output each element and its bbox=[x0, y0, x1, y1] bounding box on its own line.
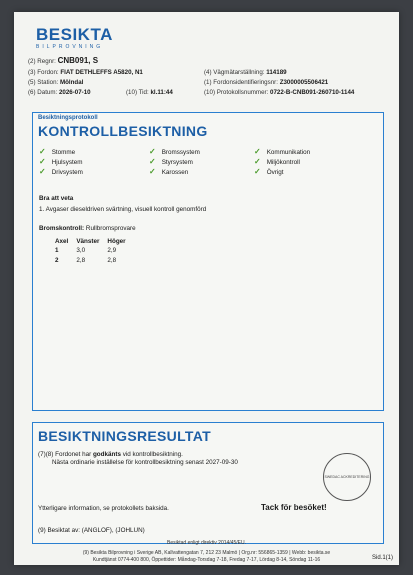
more-info: Ytterligare information, se protokollets baksida. bbox=[38, 505, 169, 512]
table-row bbox=[55, 247, 132, 255]
meta-fordon bbox=[28, 68, 143, 77]
besikta-logo bbox=[36, 26, 113, 50]
brake-cell: 3,0 bbox=[76, 247, 86, 254]
meta-value: CNB091, S bbox=[57, 56, 99, 65]
protocol-label: Besiktningsprotokoll bbox=[38, 115, 98, 121]
inspection-document bbox=[14, 12, 399, 565]
meta-regnr bbox=[28, 56, 98, 66]
check-item bbox=[149, 148, 254, 156]
meta-station bbox=[28, 78, 83, 87]
check-item bbox=[149, 168, 254, 176]
check-label: Drivsystem bbox=[51, 168, 83, 176]
footer-customer-service: Kundtjänst 0774-400 800, Öppettider: Måndag-Torsdag 7-18, Fredag 7-17, Lördag 8-14, Söndag 11-16 bbox=[92, 557, 321, 563]
signed-by: (9) Besiktat av: (ANGLOF), (JOHLUN) bbox=[38, 527, 145, 534]
meta-key: (10) Tid: bbox=[126, 89, 149, 96]
check-item bbox=[39, 168, 149, 176]
check-item bbox=[254, 168, 374, 176]
footer-directive: Besiktad enligt direktiv 2014/45/EU. bbox=[167, 540, 246, 546]
brake-cell: 2,8 bbox=[107, 257, 117, 264]
seal-text: SWEDAC ACKREDITERING bbox=[324, 475, 370, 479]
meta-value: 0722-B-CNB091-260710-1144 bbox=[270, 89, 355, 96]
meta-key: (4) Vägmätarställning: bbox=[204, 69, 265, 76]
check-icon: ✓ bbox=[254, 147, 261, 156]
meta-value: kl.11:44 bbox=[150, 89, 173, 96]
check-label: Karossen bbox=[161, 168, 189, 176]
brake-subheading: Rullbromsprovare bbox=[85, 225, 136, 232]
check-item bbox=[39, 148, 149, 156]
meta-value: FIAT DETHLEFFS A5820, N1 bbox=[60, 69, 143, 76]
table-row bbox=[55, 257, 132, 265]
check-label: Stomme bbox=[51, 148, 76, 156]
page-number: Sid.1(1) bbox=[371, 555, 393, 561]
protocol-box bbox=[32, 112, 384, 411]
footer-company: (9) Besikta Bilprovning i Sverige AB, Kallvattengatan 7, 212 23 Malmö | Org.nr: 556865-1359 | Webb: besikta.se bbox=[82, 550, 331, 556]
swedac-seal-icon bbox=[323, 453, 371, 501]
check-label: Miljökontroll bbox=[266, 158, 300, 166]
brake-col-header: Axel bbox=[55, 238, 69, 245]
brake-heading-row bbox=[39, 225, 136, 233]
meta-key: (6) Datum: bbox=[28, 89, 58, 96]
check-icon: ✓ bbox=[39, 157, 46, 166]
result-line-1-pre: (7)(8) Fordonet har bbox=[38, 451, 93, 458]
result-line-1-post: vid kontrollbesiktning. bbox=[120, 451, 183, 458]
brake-heading: Bromskontroll: bbox=[39, 225, 85, 232]
logo-brand: BESIKTA bbox=[36, 25, 113, 44]
check-item bbox=[254, 158, 374, 166]
meta-vagmatare bbox=[204, 68, 287, 77]
note-text: 1. Avgaser dieseldriven svärtning, visuell kontroll genomförd bbox=[39, 206, 207, 213]
result-title: BESIKTNINGSRESULTAT bbox=[38, 428, 211, 444]
meta-value: Mölndal bbox=[60, 79, 84, 86]
note-heading: Bra att veta bbox=[39, 195, 74, 202]
check-icon: ✓ bbox=[149, 147, 156, 156]
check-label: Styrsystem bbox=[161, 158, 193, 166]
note-section bbox=[39, 195, 206, 214]
meta-protokollsnummer bbox=[204, 88, 354, 97]
check-icon: ✓ bbox=[39, 167, 46, 176]
check-label: Kommunikation bbox=[266, 148, 311, 156]
brake-cell: 2,9 bbox=[107, 247, 117, 254]
meta-key: (1) Fordonsidentifieringsnr: bbox=[204, 79, 278, 86]
meta-value: Z3000005506421 bbox=[279, 79, 329, 86]
check-label: Hjulsystem bbox=[51, 158, 83, 166]
check-label: Bromssystem bbox=[161, 148, 200, 156]
logo-sub: BILPROVNING bbox=[36, 44, 104, 50]
meta-value: 2026-07-10 bbox=[58, 89, 91, 96]
check-item bbox=[149, 158, 254, 166]
check-item bbox=[254, 148, 374, 156]
meta-vin bbox=[204, 78, 328, 87]
meta-key: (2) Regnr: bbox=[28, 58, 56, 65]
check-icon: ✓ bbox=[149, 157, 156, 166]
brake-header-row bbox=[55, 238, 132, 245]
brake-col-header: Vänster bbox=[76, 238, 100, 245]
result-text bbox=[38, 451, 238, 467]
brake-table bbox=[53, 236, 134, 267]
check-grid bbox=[39, 148, 379, 176]
result-line-1 bbox=[38, 451, 238, 459]
meta-datum bbox=[28, 88, 91, 97]
check-icon: ✓ bbox=[39, 147, 46, 156]
check-icon: ✓ bbox=[254, 167, 261, 176]
meta-value: 114189 bbox=[266, 69, 287, 76]
meta-tid bbox=[126, 88, 173, 97]
meta-key: (3) Fordon: bbox=[28, 69, 59, 76]
check-icon: ✓ bbox=[254, 157, 261, 166]
meta-key: (10) Protokollsnummer: bbox=[204, 89, 269, 96]
meta-key: (5) Station: bbox=[28, 79, 59, 86]
brake-cell: 2,8 bbox=[76, 257, 86, 264]
check-label: Övrigt bbox=[266, 168, 284, 176]
brake-cell: 1 bbox=[55, 247, 59, 254]
result-line-2: Nästa ordinarie inställelse för kontrollbesiktning senast 2027-09-30 bbox=[52, 459, 238, 466]
check-icon: ✓ bbox=[149, 167, 156, 176]
result-box bbox=[32, 422, 384, 544]
brake-cell: 2 bbox=[55, 257, 59, 264]
brake-col-header: Höger bbox=[107, 238, 126, 245]
thanks-text: Tack för besöket! bbox=[261, 503, 327, 512]
check-item bbox=[39, 158, 149, 166]
result-approved: godkänts bbox=[92, 451, 121, 458]
protocol-title: KONTROLLBESIKTNING bbox=[38, 123, 208, 139]
